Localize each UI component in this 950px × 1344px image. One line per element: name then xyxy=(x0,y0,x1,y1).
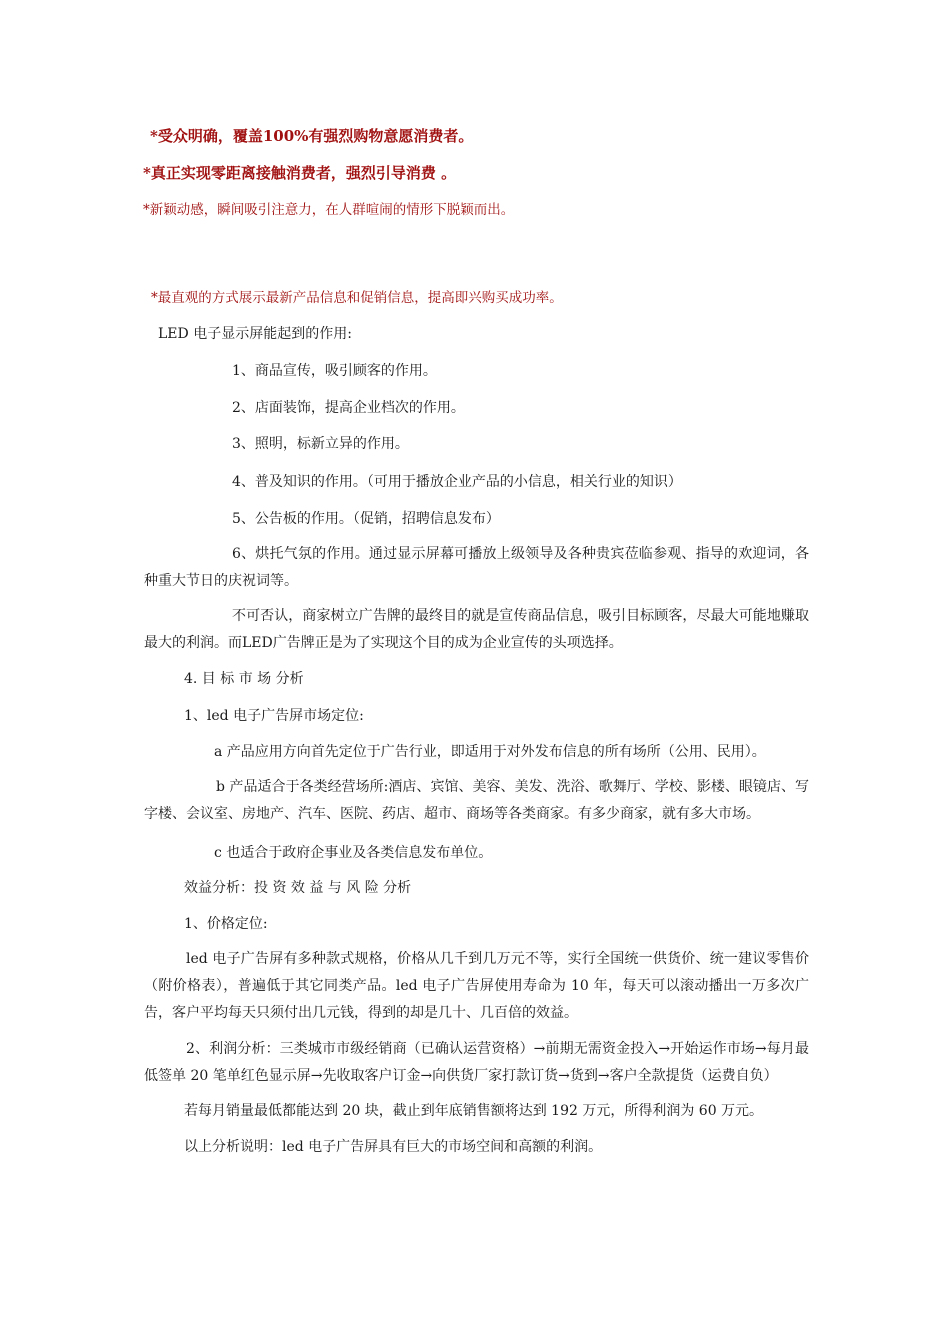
profit-paragraph: 2、利润分析：三类城市市级经销商（已确认运营资格）→前期无需资金投入→开始运作市场→每月最低签单 20 笔单红色显示屏→先收取客户订金→向供货厂家打款订货→货到→客户全款提货（运费自负） xyxy=(144,1041,809,1084)
highlight-audience: *受众明确，覆盖100%有强烈购物意愿消费者。 xyxy=(150,127,474,145)
conclusion-paragraph: 不可否认，商家树立广告牌的最终目的就是宣传商品信息，吸引目标顾客，尽最大可能地赚取最大的利润。而LED广告牌正是为了实现这个目的成为企业宣传的头项选择。 xyxy=(144,608,809,651)
role-item: 2、店面装饰，提高企业档次的作用。 xyxy=(232,400,465,416)
role-item-atmosphere: 6、烘托气氛的作用。通过显示屏幕可播放上级领导及各种贵宾莅临参观、指导的欢迎词，各种重大节日的庆祝词等。 xyxy=(144,546,809,589)
positioning-item-b: b 产品适合于各类经营场所:酒店、宾馆、美容、美发、洗浴、歌舞厅、学校、影楼、眼镜店、写字楼、会议室、房地产、汽车、医院、药店、超市、商场等各类商家。有多少商家，就有多大市场。 xyxy=(144,779,809,822)
role-heading: LED 电子显示屏能起到的作用: xyxy=(158,326,352,342)
highlight-novel: *新颖动感，瞬间吸引注意力，在人群喧闹的情形下脱颖而出。 xyxy=(143,202,515,218)
role-item: 5、公告板的作用。（促销，招聘信息发布） xyxy=(232,511,500,527)
section-4-title: 4. 目 标 市 场 分析 xyxy=(184,671,304,687)
price-title: 1、价格定位: xyxy=(184,916,268,932)
role-item: 1、商品宣传，吸引顾客的作用。 xyxy=(232,363,437,379)
highlight-intuitive: *最直观的方式展示最新产品信息和促销信息，提高即兴购买成功率。 xyxy=(151,290,563,306)
positioning-item-c: c 也适合于政府企事业及各类信息发布单位。 xyxy=(214,845,493,861)
benefit-title: 效益分析：投 资 效 益 与 风 险 分析 xyxy=(184,880,412,896)
positioning-title: 1、led 电子广告屏市场定位: xyxy=(184,708,364,724)
role-item: 3、照明，标新立异的作用。 xyxy=(232,436,409,452)
price-paragraph: led 电子广告屏有多种款式规格，价格从几千到几万元不等，实行全国统一供货价、统一建议零售价（附价格表），普遍低于其它同类产品。led 电子广告屏使用寿命为 10 年，每天可以滚动播出一万多次广告，客户平均每天只须付出几元钱，得到的却是几十、几百倍的效益。 xyxy=(144,951,809,1021)
sales-paragraph: 若每月销量最低都能达到 20 块，截止到年底销售额将达到 192 万元，所得利润为 60 万元。 xyxy=(184,1103,764,1119)
highlight-zero-distance: *真正实现零距离接触消费者，强烈引导消费 。 xyxy=(143,164,457,182)
role-item: 4、普及知识的作用。（可用于播放企业产品的小信息，相关行业的知识） xyxy=(232,474,682,490)
summary-paragraph: 以上分析说明：led 电子广告屏具有巨大的市场空间和高额的利润。 xyxy=(184,1139,603,1155)
positioning-item-a: a 产品应用方向首先定位于广告行业，即适用于对外发布信息的所有场所（公用、民用）。 xyxy=(214,744,766,760)
